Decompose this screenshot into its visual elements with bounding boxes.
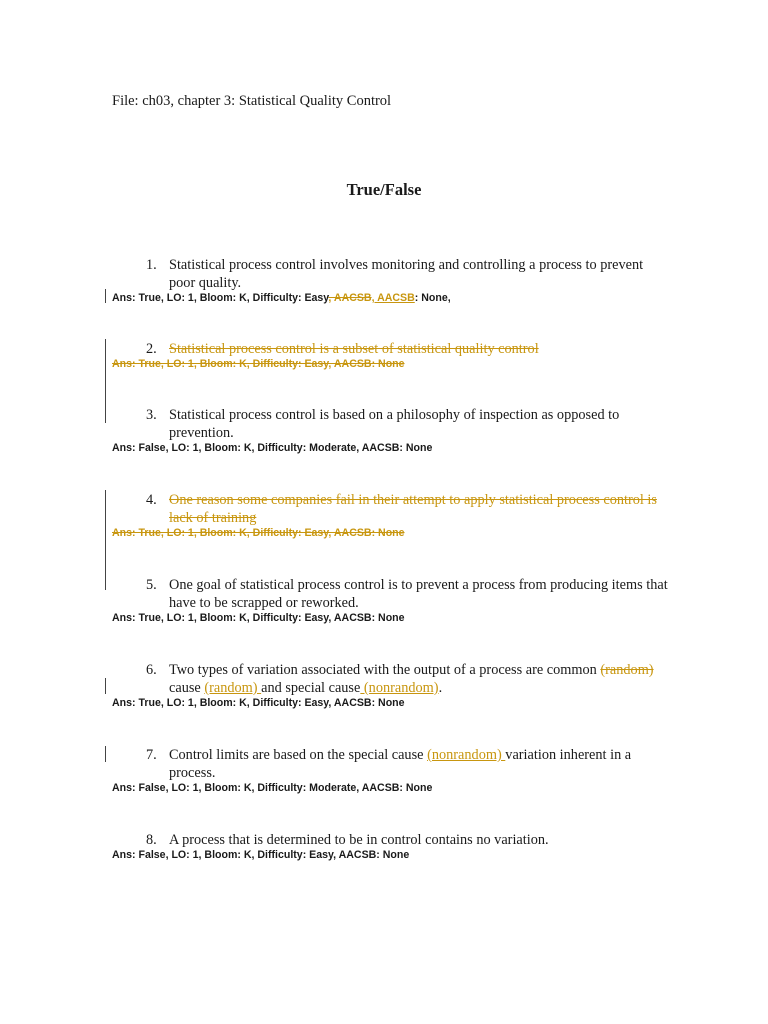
question-5: [112, 576, 672, 625]
question-text: A process that is determined to be in control contains no variation.: [169, 832, 549, 848]
section-heading: True/False: [346, 180, 422, 199]
answer-line: Ans: False, LO: 1, Bloom: K, Difficulty: Moderate, AACSB: None: [112, 442, 433, 454]
question-number: 5.: [146, 577, 157, 593]
question-8: [112, 831, 672, 862]
question-4: [112, 491, 672, 540]
answer-line: Ans: True, LO: 1, Bloom: K, Difficulty: Easy, AACSB: None: [112, 697, 405, 709]
question-number: 3.: [146, 407, 157, 423]
question-number: 7.: [146, 747, 157, 763]
question-text: One goal of statistical process control is to prevent a process from producing items that have to be scrapped or reworked.: [169, 577, 668, 611]
question-text: Statistical process control is based on a philosophy of inspection as opposed to prevention.: [169, 407, 620, 441]
change-bar: [105, 490, 106, 590]
inserted-text: (random): [204, 680, 262, 696]
answer-line: Ans: True, LO: 1, Bloom: K, Difficulty: Easy, AACSB: None: [112, 612, 405, 624]
inserted-text: (nonrandom): [427, 747, 506, 763]
file-header: File: ch03, chapter 3: Statistical Quality Control: [112, 93, 392, 109]
inserted-text: , AACSB: [371, 292, 415, 304]
question-6: [112, 661, 672, 710]
answer-line: Ans: False, LO: 1, Bloom: K, Difficulty: Easy, AACSB: None: [112, 849, 410, 861]
question-number: 8.: [146, 832, 157, 848]
deleted-question-text: Statistical process control is a subset of statistical quality control: [169, 341, 539, 357]
question-number: 2.: [146, 341, 157, 357]
answer-line: Ans: True, LO: 1, Bloom: K, Difficulty: Easy, AACSB, AACSB: None,: [112, 292, 451, 304]
question-3: [112, 406, 672, 455]
question-text: Two types of variation associated with the output of a process are common (random) cause (random) and special cause (nonrandom).: [169, 662, 654, 696]
question-text: Control limits are based on the special cause (nonrandom) variation inherent in a process.: [169, 747, 632, 781]
deleted-text: , AACSB: [328, 292, 372, 304]
question-number: 4.: [146, 492, 157, 508]
change-bar: [105, 289, 106, 303]
question-2: [112, 340, 672, 371]
question-number: 6.: [146, 662, 157, 678]
question-1: [112, 256, 672, 305]
deleted-question-text: One reason some companies fail in their attempt to apply statistical process control is lack of training: [169, 492, 657, 526]
deleted-text: (random): [600, 662, 654, 678]
question-text: Statistical process control involves monitoring and controlling a process to prevent poor quality.: [169, 257, 644, 291]
deleted-answer-line: Ans: True, LO: 1, Bloom: K, Difficulty: Easy, AACSB: None: [112, 358, 405, 370]
question-7: [112, 746, 672, 795]
deleted-answer-line: Ans: True, LO: 1, Bloom: K, Difficulty: Easy, AACSB: None: [112, 527, 405, 539]
change-bar: [105, 746, 106, 762]
question-number: 1.: [146, 257, 157, 273]
change-bar: [105, 339, 106, 423]
inserted-text: (nonrandom): [360, 680, 439, 696]
answer-line: Ans: False, LO: 1, Bloom: K, Difficulty: Moderate, AACSB: None: [112, 782, 433, 794]
change-bar: [105, 678, 106, 694]
